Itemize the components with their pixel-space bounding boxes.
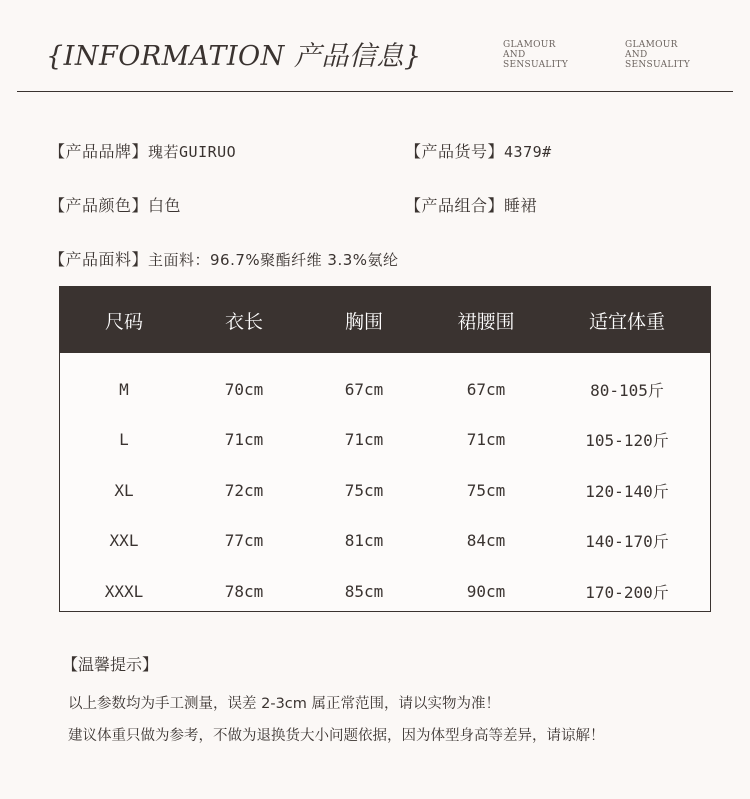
table-cell: 84cm [466,531,506,551]
table-row [60,415,710,466]
table-row [60,566,710,617]
table-cell: 71cm [224,430,264,450]
info-label: 【产品品牌】 [49,142,149,161]
tagline-word: SENSUALITY [503,60,569,70]
table-cell: 70cm [224,379,264,399]
tip-line: 建议体重只做为参考，不做为退换货大小问题依据，因为体型身高等差异，请谅解！ [68,728,605,744]
info-value: 主面料：96.7%聚酯纤维 3.3%氨纶 [148,251,399,269]
table-cell: 78cm [224,581,264,601]
table-cell: 75cm [466,480,506,500]
brand-tagline [625,40,695,70]
table-cell: XL [114,480,134,500]
table-cell: 105-120斤 [585,431,669,451]
table-cell: 75cm [344,480,384,500]
table-cell: 140-170斤 [585,532,669,552]
column-header: 尺码 [104,310,143,333]
table-cell: 67cm [344,379,384,399]
table-row [60,516,710,567]
table-cell: 85cm [344,581,384,601]
table-cell: 67cm [466,379,506,399]
info-color [49,193,181,216]
info-combination [405,193,537,216]
table-cell: XXXL [104,581,144,601]
table-cell: 71cm [466,430,506,450]
info-item-number [405,139,552,162]
tagline-word: GLAMOUR [503,40,556,50]
table-row [60,364,710,415]
tagline-word: AND [503,50,526,60]
tagline-word: AND [625,50,648,60]
column-header: 衣长 [224,310,263,333]
table-row [60,465,710,516]
tip-line: 以上参数均为手工测量，误差 2-3cm 属正常范围，请以实物为准！ [68,696,500,712]
info-fabric [49,247,399,270]
size-table [59,286,711,612]
info-brand [49,139,236,162]
info-value: 4379# [504,143,552,161]
table-cell: M [119,379,129,399]
column-header: 胸围 [344,310,383,333]
table-cell: 170-200斤 [585,582,669,602]
tips-title: 【温馨提示】 [62,655,159,674]
column-header: 适宜体重 [588,310,665,333]
table-cell: 80-105斤 [590,380,664,400]
info-label: 【产品面料】 [49,250,149,269]
table-header [60,287,710,353]
table-cell: L [119,430,129,450]
info-label: 【产品组合】 [405,196,505,215]
page-title: {INFORMATION 产品信息} [46,41,422,72]
info-value: 睡裙 [504,196,538,215]
table-cell: XXL [109,531,139,551]
table-cell: 81cm [344,531,384,551]
brand-tagline [503,40,573,70]
tagline-word: SENSUALITY [625,60,691,70]
info-value: 瑰若GUIRUO [148,143,237,161]
table-cell: 90cm [466,581,506,601]
table-body [60,353,710,617]
info-label: 【产品颜色】 [49,196,149,215]
table-cell: 77cm [224,531,264,551]
info-label: 【产品货号】 [405,142,505,161]
table-cell: 71cm [344,430,384,450]
tagline-word: GLAMOUR [625,40,678,50]
table-cell: 72cm [224,480,264,500]
info-value: 白色 [148,196,182,215]
column-header: 裙腰围 [457,310,515,333]
table-cell: 120-140斤 [585,481,669,501]
header-divider [17,91,733,92]
